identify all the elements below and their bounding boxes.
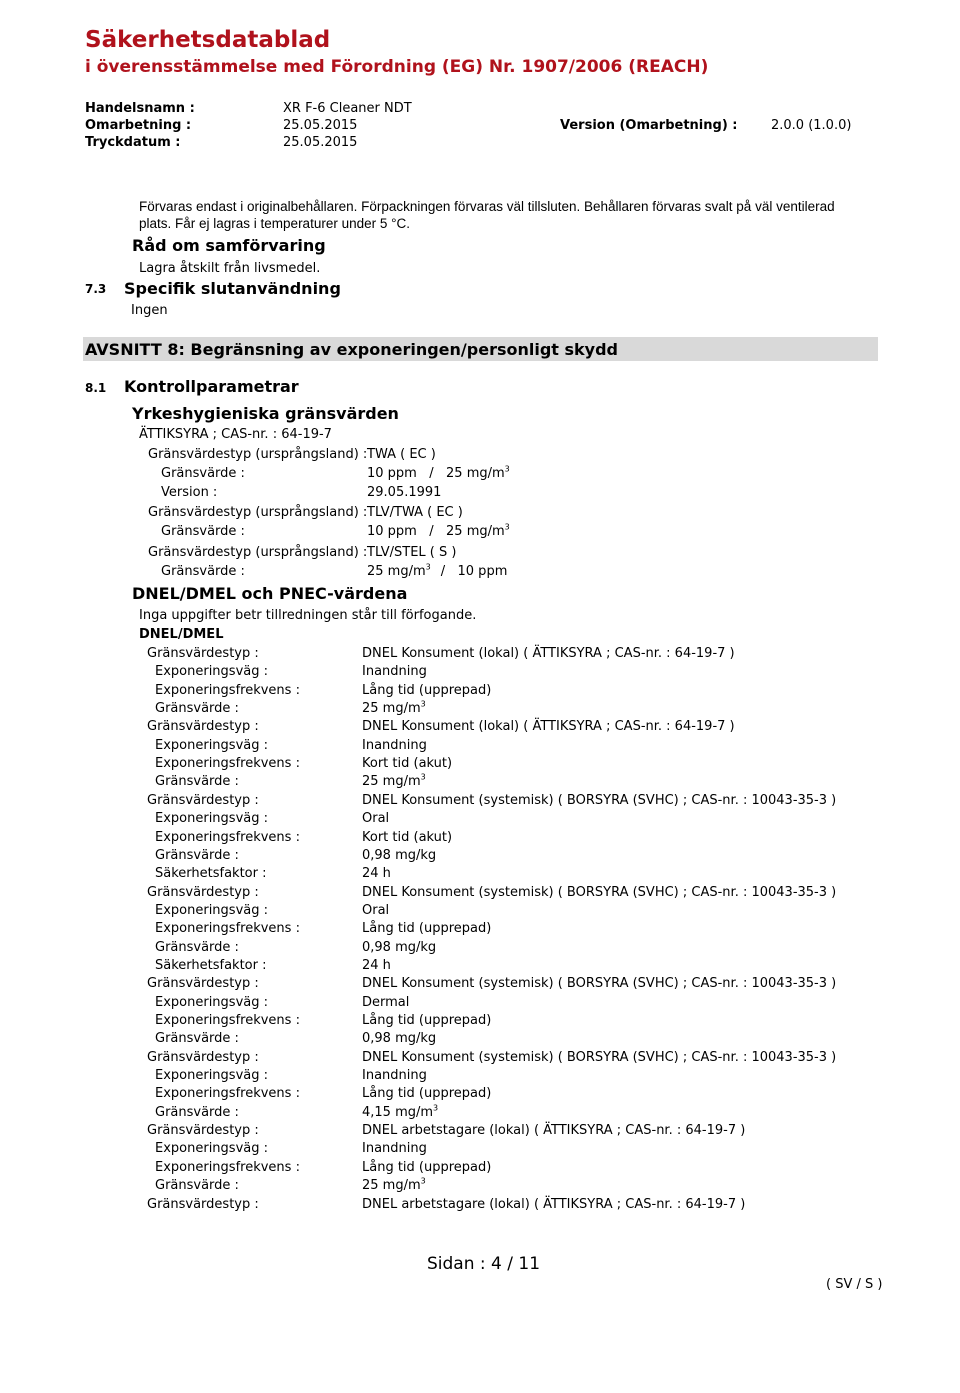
limit-type-label: Gränsvärdestyp (ursprångsland) : (148, 505, 368, 520)
dnel-row-value-text: DNEL Konsument (lokal) ( ÄTTIKSYRA ; CAS-nr. : 64-19-7 ) (362, 719, 735, 734)
dnel-row-value (362, 646, 735, 661)
dnel-row-value-text: 0,98 mg/kg (362, 1031, 437, 1046)
dnel-row-label: Gränsvärdestyp : (147, 1197, 259, 1212)
section-7-3-heading: Specifik slutanvändning (124, 279, 341, 298)
dnel-row-value-text: 0,98 mg/kg (362, 940, 437, 955)
dnel-row-label: Gränsvärdestyp : (147, 646, 259, 661)
dnel-row-value-text: 25 mg/m (362, 701, 421, 716)
dnel-row-value-text: DNEL Konsument (systemisk) ( BORSYRA (SVHC) ; CAS-nr. : 10043-35-3 ) (362, 1050, 837, 1065)
dnel-row-label: Gränsvärdestyp : (147, 976, 259, 991)
limit-value-tlv-twa-text: 10 ppm / 25 mg/m (367, 524, 505, 539)
limit-value-tlv-twa (367, 524, 510, 539)
dnel-row-label: Exponeringsfrekvens : (155, 1160, 300, 1175)
dnel-row-label: Säkerhetsfaktor : (155, 866, 267, 881)
document-subtitle: i överensstämmelse med Förordning (EG) Nr. 1907/2006 (REACH) (85, 57, 709, 77)
dnel-row-value (362, 866, 391, 881)
revised-date: 25.05.2015 (283, 118, 358, 133)
dnel-row-sup: 3 (420, 699, 426, 709)
limit-type-label: Gränsvärdestyp (ursprångsland) : (148, 447, 368, 462)
dnel-row-value (362, 683, 491, 698)
dnel-row-value-text: DNEL Konsument (systemisk) ( BORSYRA (SVHC) ; CAS-nr. : 10043-35-3 ) (362, 885, 837, 900)
dnel-row-label: Exponeringsfrekvens : (155, 1086, 300, 1101)
dnel-row-value-text: 24 h (362, 866, 391, 881)
dnel-pnec-heading: DNEL/DMEL och PNEC-värdena (132, 584, 408, 603)
dnel-row-value-text: Lång tid (upprepad) (362, 1160, 492, 1175)
storage-text-2: plats. Får ej lagras i temperaturer under 5 °C. (139, 216, 411, 231)
dnel-row-label: Gränsvärde : (155, 1178, 239, 1193)
dnel-row-value-text: Dermal (362, 995, 410, 1010)
dnel-row-label: Gränsvärdestyp : (147, 719, 259, 734)
dnel-row-value-text: 0,98 mg/kg (362, 848, 437, 863)
dnel-row-value-text: Oral (362, 903, 390, 918)
dnel-row-value (362, 774, 426, 789)
dnel-row-value (362, 921, 491, 936)
dnel-row-label: Exponeringsfrekvens : (155, 1013, 300, 1028)
version-row-label: Version : (161, 485, 218, 500)
dnel-row-value (362, 976, 836, 991)
sup-3: 3 (425, 562, 431, 572)
dnel-row-value (362, 756, 452, 771)
dnel-row-label: Exponeringsfrekvens : (155, 756, 300, 771)
section-8-1-heading: Kontrollparametrar (124, 377, 299, 396)
dnel-row-value-text: Kort tid (akut) (362, 756, 453, 771)
sup-3: 3 (504, 522, 510, 532)
limit-value-label: Gränsvärde : (161, 466, 245, 481)
dnel-row-value-text: Inandning (362, 1068, 427, 1083)
dnel-row-value (362, 995, 409, 1010)
dnel-row-value (362, 701, 426, 716)
section-7-3-text: Ingen (131, 303, 168, 318)
document-title: Säkerhetsdatablad (85, 27, 331, 53)
dnel-row-value (362, 811, 389, 826)
dnel-row-label: Exponeringsfrekvens : (155, 830, 300, 845)
dnel-row-value-text: Lång tid (upprepad) (362, 921, 492, 936)
dnel-row-value (362, 903, 389, 918)
limit-type-twa: TWA ( EC ) (367, 447, 436, 462)
dnel-row-label: Gränsvärde : (155, 774, 239, 789)
language-code: ( SV / S ) (826, 1277, 883, 1292)
limit-type-label: Gränsvärdestyp (ursprångsland) : (148, 545, 368, 560)
dnel-row-value (362, 1031, 436, 1046)
version-label: Version (Omarbetning) : (560, 118, 738, 133)
dnel-row-value (362, 1105, 438, 1120)
version-value: 2.0.0 (1.0.0) (771, 118, 852, 133)
limit-type-tlv-stel: TLV/STEL ( S ) (367, 545, 457, 560)
dnel-row-value (362, 1086, 491, 1101)
storage-text-1: Förvaras endast i originalbehållaren. Förpackningen förvaras väl tillsluten. Behållaren förvaras svalt på väl ventilerad (139, 199, 835, 214)
no-data-text: Inga uppgifter betr tillredningen står till förfogande. (139, 608, 477, 623)
dnel-row-value (362, 793, 836, 808)
limit-value-twa-text: 10 ppm / 25 mg/m (367, 466, 505, 481)
dnel-row-value (362, 1178, 426, 1193)
limit-type-tlv-twa: TLV/TWA ( EC ) (367, 505, 463, 520)
dnel-row-label: Gränsvärdestyp : (147, 885, 259, 900)
dnel-row-label: Exponeringsfrekvens : (155, 683, 300, 698)
dnel-row-value (362, 1160, 491, 1175)
dnel-row-value-text: DNEL Konsument (systemisk) ( BORSYRA (SVHC) ; CAS-nr. : 10043-35-3 ) (362, 976, 837, 991)
dnel-row-value-text: DNEL Konsument (lokal) ( ÄTTIKSYRA ; CAS-nr. : 64-19-7 ) (362, 646, 735, 661)
page-number: Sidan : 4 / 11 (427, 1254, 541, 1274)
dnel-row-label: Gränsvärde : (155, 940, 239, 955)
dnel-row-label: Gränsvärde : (155, 1031, 239, 1046)
dnel-row-label: Exponeringsväg : (155, 995, 268, 1010)
dnel-row-label: Exponeringsväg : (155, 1141, 268, 1156)
limit-value-label: Gränsvärde : (161, 524, 245, 539)
dnel-row-value (362, 1197, 745, 1212)
dnel-row-label: Gränsvärdestyp : (147, 1123, 259, 1138)
dnel-row-value-text: DNEL Konsument (systemisk) ( BORSYRA (SVHC) ; CAS-nr. : 10043-35-3 ) (362, 793, 837, 808)
dnel-row-value (362, 940, 436, 955)
dnel-row-value-text: Inandning (362, 664, 427, 679)
dnel-row-label: Exponeringsfrekvens : (155, 921, 300, 936)
oel-heading: Yrkeshygieniska gränsvärden (132, 404, 399, 423)
mixed-storage-heading: Råd om samförvaring (132, 236, 326, 255)
dnel-row-label: Exponeringsväg : (155, 1068, 268, 1083)
trade-name: XR F-6 Cleaner NDT (283, 101, 412, 116)
dnel-row-value-text: Inandning (362, 1141, 427, 1156)
version-row-value: 29.05.1991 (367, 485, 442, 500)
section-7-3-number: 7.3 (85, 282, 107, 296)
dnel-row-value-text: Kort tid (akut) (362, 830, 453, 845)
dnel-row-value-text: DNEL arbetstagare (lokal) ( ÄTTIKSYRA ; CAS-nr. : 64-19-7 ) (362, 1123, 746, 1138)
print-date: 25.05.2015 (283, 135, 358, 150)
dnel-row-value (362, 958, 391, 973)
dnel-row-label: Gränsvärde : (155, 701, 239, 716)
section-8-title: AVSNITT 8: Begränsning av exponeringen/personligt skydd (85, 340, 619, 359)
dnel-row-label: Exponeringsväg : (155, 664, 268, 679)
dnel-row-value-text: Lång tid (upprepad) (362, 683, 492, 698)
dnel-row-value (362, 830, 452, 845)
dnel-row-label: Säkerhetsfaktor : (155, 958, 267, 973)
dnel-row-value (362, 885, 836, 900)
limit-value-tlv-stel (367, 564, 507, 579)
dnel-row-label: Gränsvärde : (155, 1105, 239, 1120)
trade-name-label: Handelsnamn : (85, 101, 195, 116)
section-8-1-number: 8.1 (85, 381, 107, 395)
dnel-row-value-text: 4,15 mg/m (362, 1105, 434, 1120)
dnel-row-value (362, 719, 735, 734)
limit-value-twa (367, 466, 510, 481)
dnel-row-label: Exponeringsväg : (155, 811, 268, 826)
dnel-row-label: Exponeringsväg : (155, 903, 268, 918)
dnel-row-label: Gränsvärde : (155, 848, 239, 863)
dnel-row-value-text: DNEL arbetstagare (lokal) ( ÄTTIKSYRA ; CAS-nr. : 64-19-7 ) (362, 1197, 746, 1212)
dnel-row-value-text: 24 h (362, 958, 391, 973)
dnel-row-value (362, 1068, 427, 1083)
dnel-row-sup: 3 (433, 1103, 439, 1113)
dnel-row-sup: 3 (420, 1176, 426, 1186)
section-8-bar (83, 337, 878, 361)
dnel-row-label: Exponeringsväg : (155, 738, 268, 753)
dnel-row-value-text: Inandning (362, 738, 427, 753)
limit-value-label: Gränsvärde : (161, 564, 245, 579)
dnel-row-value-text: Oral (362, 811, 390, 826)
dnel-row-value-text: Lång tid (upprepad) (362, 1086, 492, 1101)
revised-label: Omarbetning : (85, 118, 192, 133)
dnel-row-label: Gränsvärdestyp : (147, 793, 259, 808)
mixed-storage-text: Lagra åtskilt från livsmedel. (139, 261, 321, 276)
dnel-row-value (362, 848, 436, 863)
dnel-row-value (362, 1123, 745, 1138)
dnel-row-value-text: 25 mg/m (362, 1178, 421, 1193)
dnel-row-label: Gränsvärdestyp : (147, 1050, 259, 1065)
dnel-row-value-text: 25 mg/m (362, 774, 421, 789)
dnel-row-value (362, 664, 427, 679)
dnel-row-value-text: Lång tid (upprepad) (362, 1013, 492, 1028)
oel-substance: ÄTTIKSYRA ; CAS-nr. : 64-19-7 (139, 427, 332, 442)
dnel-row-sup: 3 (420, 772, 426, 782)
limit-value-tlv-stel-b: / 10 ppm (440, 564, 508, 579)
dnel-heading: DNEL/DMEL (139, 627, 224, 642)
print-date-label: Tryckdatum : (85, 135, 181, 150)
dnel-row-value (362, 1141, 427, 1156)
limit-value-tlv-stel-a: 25 mg/m (367, 564, 426, 579)
dnel-row-value (362, 1050, 836, 1065)
sup-3: 3 (504, 464, 510, 474)
dnel-row-value (362, 1013, 491, 1028)
dnel-row-value (362, 738, 427, 753)
